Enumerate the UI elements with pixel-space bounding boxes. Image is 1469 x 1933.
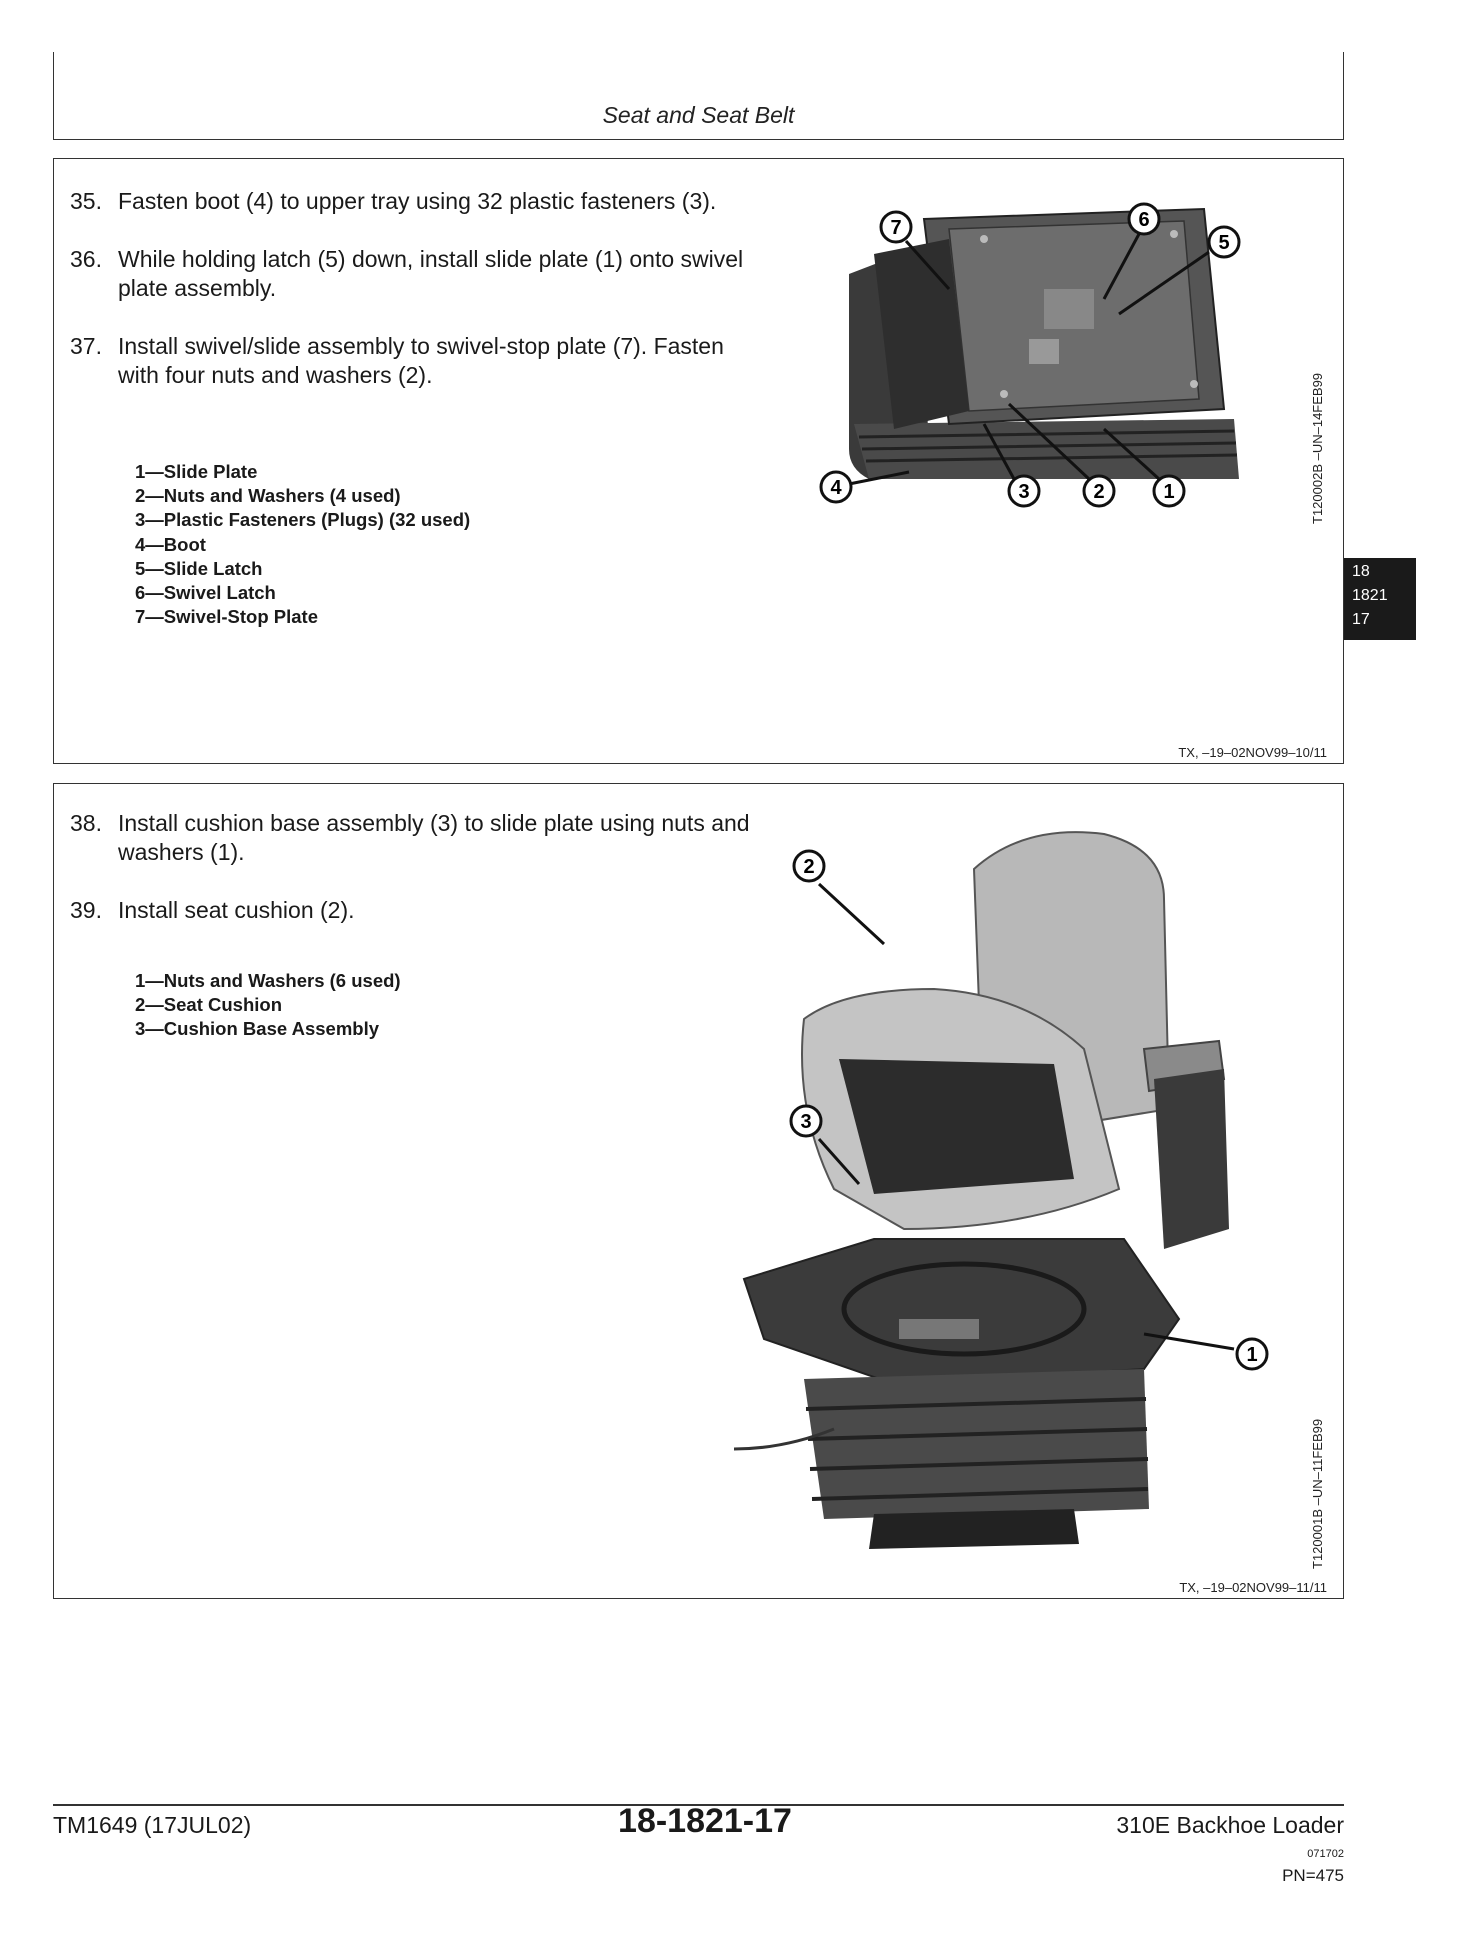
step-text: While holding latch (5) down, install slide plate (1) onto swivel plate assembly.: [118, 246, 744, 301]
parts-legend: [135, 460, 470, 629]
legend-item: 1—Nuts and Washers (6 used): [135, 970, 401, 991]
side-tab-line: 17: [1352, 611, 1370, 628]
step-text: Fasten boot (4) to upper tray using 32 plastic fasteners (3).: [118, 188, 717, 214]
legend-item: 4—Boot: [135, 533, 206, 555]
callout-4: [821, 472, 851, 502]
step-number: 36.: [70, 246, 102, 272]
callout-6: [1129, 204, 1159, 234]
step-number: 38.: [70, 810, 102, 836]
legend-item: 5—Slide Latch: [135, 557, 263, 579]
legend-item: 3—Plastic Fasteners (Plugs) (32 used): [135, 509, 471, 531]
step-item: [54, 896, 774, 925]
cushion-underside: [839, 1059, 1074, 1194]
callout-label: 5: [1218, 232, 1230, 254]
mount-base: [869, 1509, 1079, 1549]
figure-code: T120002B –UN–14FEB99: [1310, 372, 1325, 524]
step-item: [54, 245, 754, 303]
side-panel: [1154, 1069, 1229, 1249]
manual-number: TM1649 (17JUL02): [53, 1812, 252, 1838]
legend-item: 2—Seat Cushion: [135, 994, 282, 1016]
side-tab-line: 18: [1352, 563, 1370, 580]
step-text: Install swivel/slide assembly to swivel-stop plate (7). Fasten with four nuts and washers (2).: [118, 333, 724, 388]
callout-3: [791, 1106, 821, 1136]
callout-label: 3: [800, 1111, 812, 1133]
legend-item: 2—Nuts and Washers (4 used): [135, 485, 401, 507]
callout-5: [1209, 227, 1239, 257]
callout-label: 4: [830, 477, 842, 499]
callout-label: 6: [1138, 209, 1150, 231]
step-item: [54, 187, 754, 216]
page-number: 18-1821-17: [618, 1802, 792, 1840]
procedure-panel-2: [53, 783, 1344, 1599]
bolt: [1190, 380, 1198, 388]
bolt: [1170, 230, 1178, 238]
legend-item: 3—Cushion Base Assembly: [135, 1018, 380, 1040]
callout-label: 3: [1018, 481, 1030, 503]
callout-label: 1: [1246, 1344, 1258, 1366]
latch-block: [1044, 289, 1094, 329]
swivel-plate-figure: [774, 179, 1294, 509]
latch-square: [1029, 339, 1059, 364]
side-tab-line: 1821: [1352, 587, 1388, 604]
pn-number: PN=475: [1282, 1866, 1344, 1885]
machine-name: 310E Backhoe Loader: [1116, 1812, 1344, 1838]
section-trailer-code: TX, –19–02NOV99–11/11: [1179, 1580, 1327, 1595]
step-list: [54, 809, 774, 954]
step-number: 37.: [70, 333, 102, 359]
callout-label: 7: [890, 217, 902, 239]
callout-label: 1: [1163, 481, 1175, 503]
callout-1: [1237, 1339, 1267, 1369]
header-bottom-rule: [53, 139, 1344, 140]
step-text: Install cushion base assembly (3) to slide plate using nuts and washers (1).: [118, 810, 750, 865]
step-item: [54, 332, 754, 390]
step-text: Install seat cushion (2).: [118, 897, 355, 923]
step-number: 35.: [70, 188, 102, 214]
section-title: Seat and Seat Belt: [602, 102, 795, 128]
section-side-tab: [1344, 558, 1416, 640]
seat-assembly-figure: [724, 809, 1344, 1569]
figure-code: T120001B –UN–11FEB99: [1310, 1418, 1325, 1569]
bolt: [1000, 390, 1008, 398]
step-list: [54, 187, 754, 419]
legend-item: 1—Slide Plate: [135, 461, 258, 482]
callout-1: [1154, 476, 1184, 506]
legend-item: 6—Swivel Latch: [135, 582, 276, 604]
parts-legend: [135, 969, 401, 1042]
callout-2: [794, 851, 824, 881]
callout-3: [1009, 476, 1039, 506]
callout-label: 2: [803, 856, 815, 878]
section-trailer-code: TX, –19–02NOV99–10/11: [1178, 745, 1327, 760]
legend-item: 7—Swivel-Stop Plate: [135, 606, 318, 628]
print-code: 071702: [1307, 1848, 1344, 1860]
callout-7: [881, 212, 911, 242]
bolt: [980, 235, 988, 243]
callout-2: [1084, 476, 1114, 506]
step-item: [54, 809, 774, 867]
procedure-panel-1: [53, 158, 1344, 764]
callout-label: 2: [1093, 481, 1105, 503]
cushion-base: [744, 1239, 1179, 1384]
step-number: 39.: [70, 897, 102, 923]
spring: [899, 1319, 979, 1339]
